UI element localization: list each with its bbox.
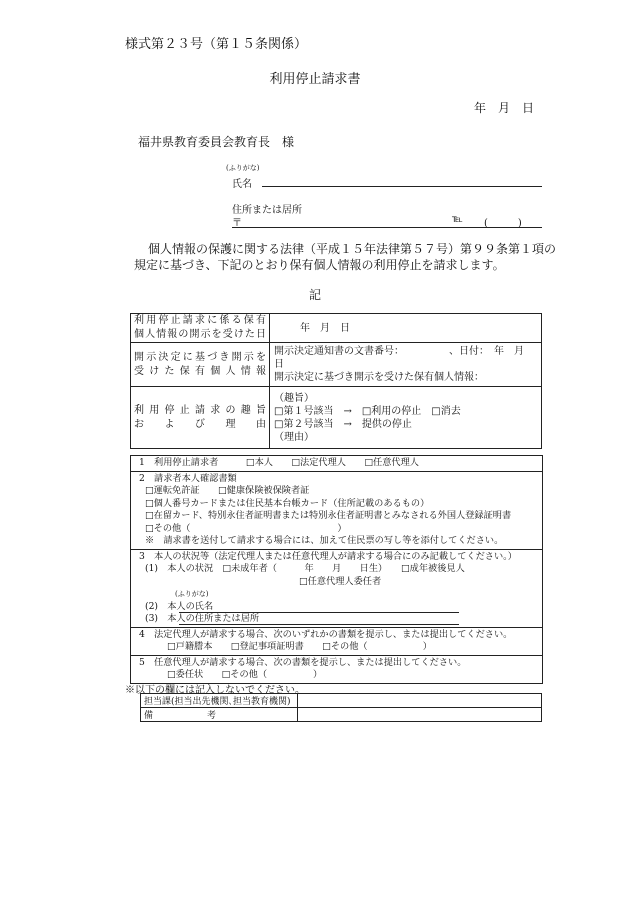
tel-paren: ( ) xyxy=(484,218,522,229)
request-details-table xyxy=(130,313,542,449)
page-title: 利用停止請求書 xyxy=(269,72,361,87)
remarks-value xyxy=(298,708,542,722)
remarks-label: 備 考 xyxy=(141,708,298,722)
postal-mark: 〒 xyxy=(232,218,242,229)
ki-heading: 記 xyxy=(308,288,321,302)
form-number: 様式第２３号（第１５条関係） xyxy=(125,37,308,52)
identity-doc-option[interactable]: □その他（ ） xyxy=(145,522,347,534)
principal-name[interactable]: (2) 本人の氏名 xyxy=(131,601,542,614)
legal-agent-text: 4 法定代理人が請求する場合、次のいずれかの書類を提示し、または提出してください。 xyxy=(139,628,513,640)
addressee: 福井県教育委員会教育長 様 xyxy=(138,135,295,149)
purpose-reason-value[interactable]: （趣旨） □第１号該当 → □利用の停止 □消去 □第２号該当 → 提供の停止 （理由） xyxy=(270,387,542,449)
legal-agent-options[interactable]: □戸籍謄本 □登記事項証明書 □その他（ ） xyxy=(167,641,432,652)
office-note: ※以下の欄には記入しないでください。 xyxy=(125,685,305,696)
disclosed-info-label: 開示決定に基づき開示を 受けた保有個人情報 xyxy=(131,343,270,387)
requester-type-row xyxy=(131,456,542,472)
purpose-reason-label: 利用停止請求の趣旨 および理由 xyxy=(131,387,270,449)
name-label: 氏名 xyxy=(232,179,252,190)
legal-agent-docs-row xyxy=(131,628,542,656)
identity-doc-option[interactable]: □在留カード、特別永住者証明書または特別永住者証明書とみなされる外国人登録証明書 xyxy=(145,510,512,521)
requester-section xyxy=(130,455,543,684)
office-use-table xyxy=(140,693,542,722)
address-label: 住所または居所 xyxy=(232,205,302,216)
principal-status-row xyxy=(131,550,542,628)
office-dept-value xyxy=(298,694,542,708)
identity-documents-row xyxy=(131,472,542,550)
principal-status-options[interactable]: (1) 本人の状況 □未成年者（ 年 月 日生） □成年被後見人 xyxy=(145,563,465,574)
identity-doc-option[interactable]: □個人番号カードまたは住民基本台帳カード（住所記載のあるもの） xyxy=(145,497,430,509)
body-text-2: 規定に基づき、下記のとおり保有個人情報の利用停止を請求します。 xyxy=(134,258,505,272)
body-text-1: 個人情報の保護に関する法律（平成１５年法律第５７号）第９９条第１項の xyxy=(148,242,557,256)
request-date[interactable]: 年 月 日 xyxy=(474,101,535,115)
principal-furigana: (ふりがな) xyxy=(175,590,209,598)
disclosure-date-value[interactable]: 年 月 日 xyxy=(270,314,542,343)
identity-doc-option[interactable]: □運転免許証 □健康保険被保険者証 xyxy=(145,485,310,496)
tel-mark: ℡ xyxy=(452,214,463,225)
principal-status-heading: 3 本人の状況等（法定代理人または任意代理人が請求する場合にのみ記載してください。） xyxy=(139,550,517,562)
address-field[interactable] xyxy=(232,227,542,228)
principal-address-line xyxy=(179,624,459,625)
principal-address[interactable]: (3) 本人の住所または居所 xyxy=(131,613,542,626)
disclosed-info-value[interactable]: 開示決定通知書の文書番号： 、日付： 年 月 日 開示決定に基づき開示を受けた保有個人情報： xyxy=(270,343,542,387)
office-dept-label: 担当課(担当出先機関､担当教育機関) xyxy=(141,694,298,708)
disclosure-date-label: 利用停止請求に係る保有 個人情報の開示を受けた日 xyxy=(131,314,270,343)
requester-type[interactable]: 1 利用停止請求者 □本人 □法定代理人 □任意代理人 xyxy=(139,457,419,468)
voluntary-agent-options[interactable]: □委任状 □その他（ ） xyxy=(167,669,323,680)
furigana-label: (ふりがな) xyxy=(226,164,260,172)
identity-docs-heading: 2 請求者本人確認書類 xyxy=(139,472,237,484)
voluntary-agent-text: 5 任意代理人が請求する場合、次の書類を提示し、または提出してください。 xyxy=(139,656,467,668)
principal-status-option-2[interactable]: □任意代理人委任者 xyxy=(299,575,382,587)
name-field[interactable] xyxy=(262,186,542,187)
voluntary-agent-docs-row xyxy=(131,656,542,683)
mail-note: ※ 請求書を送付して請求する場合には、加えて住民票の写し等を添付してください。 xyxy=(145,535,504,546)
